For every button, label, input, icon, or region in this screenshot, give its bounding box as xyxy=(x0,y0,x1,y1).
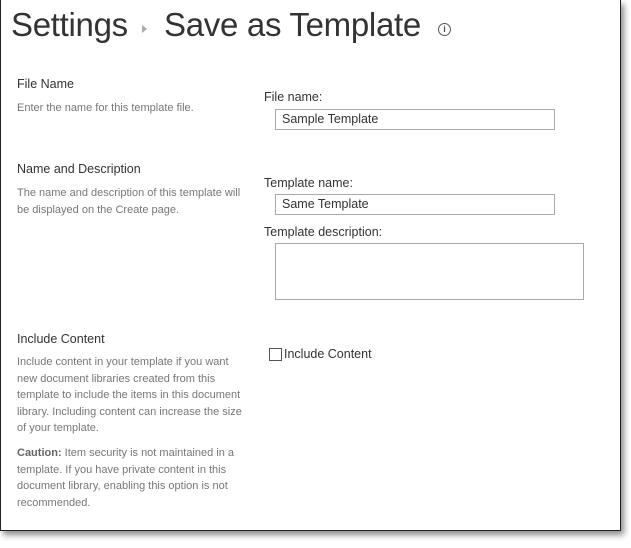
breadcrumb-separator-icon xyxy=(142,25,147,33)
template-description-label: Template description: xyxy=(264,225,383,239)
section-heading-include-content: Include Content xyxy=(17,332,105,346)
template-name-label: Template name: xyxy=(264,176,353,190)
include-content-checkbox[interactable] xyxy=(269,348,282,361)
section-heading-name-description: Name and Description xyxy=(17,162,141,176)
file-name-label: File name: xyxy=(264,90,323,104)
page-title: Save as Template xyxy=(164,6,421,43)
section-description: Include content in your template if you want new document libraries created from this template to include the items in this document library. Including content can increase the size of your template. xyxy=(17,356,242,434)
caution-note xyxy=(17,445,242,511)
section-description: The name and description of this template will be displayed on the Create page. xyxy=(17,187,241,216)
file-name-input[interactable] xyxy=(275,109,555,130)
info-icon[interactable]: i xyxy=(438,23,451,36)
caution-text: Item security is not maintained in a template. If you have private content in this document library, enabling this option is not recommended. xyxy=(17,447,235,509)
template-name-input[interactable] xyxy=(275,194,555,215)
caution-label: Caution: xyxy=(17,447,62,459)
breadcrumb-settings[interactable]: Settings xyxy=(11,6,128,43)
include-content-label[interactable]: Include Content xyxy=(284,347,372,361)
section-description: Enter the name for this template file. xyxy=(17,102,194,114)
template-description-textarea[interactable] xyxy=(275,243,584,300)
section-heading-file-name: File Name xyxy=(17,77,74,91)
